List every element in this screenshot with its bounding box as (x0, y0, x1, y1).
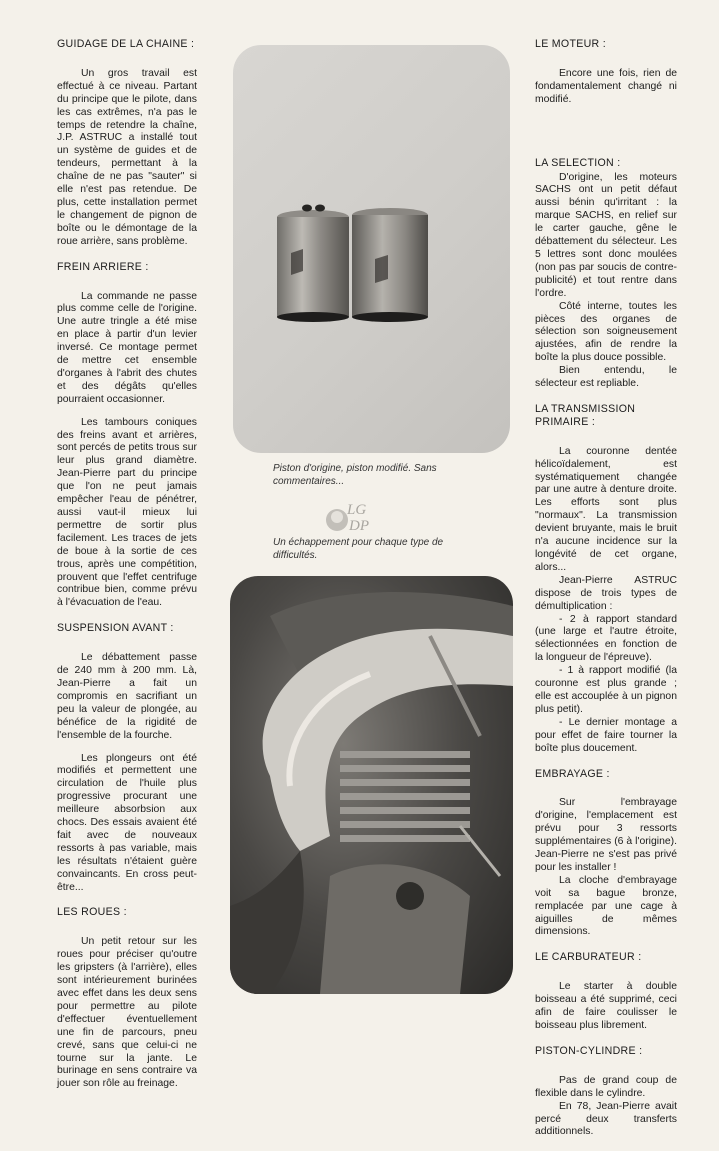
section-heading: LA SELECTION : (535, 156, 621, 169)
paragraph: Pas de grand coup de flexible dans le cylindre. (535, 1074, 677, 1099)
photo-caption-exhaust: Un échappement pour chaque type de difficultés. (273, 537, 444, 561)
section-heading: LA TRANSMISSION PRIMAIRE : (535, 402, 636, 428)
watermark-icon (325, 496, 371, 536)
paragraph: - 2 à rapport standard (une large et l'autre étroite, sélectionnées en fonction de la longueur de l'épreuve). (535, 613, 677, 664)
paragraph: En 78, Jean-Pierre avait percé deux transferts additionnels. (535, 1100, 677, 1138)
paragraph: Côté interne, toutes les pièces des organes de sélection son soigneusement ajustées, afin de rendre la boîte la plus douce possible. (535, 300, 677, 364)
paragraph: - 1 à rapport modifié (la couronne est plus grande ; elle est accouplée à un pignon plus petit). (535, 665, 677, 715)
section-embrayage (535, 768, 677, 940)
left-column (57, 38, 197, 1103)
section-heading: LE MOTEUR : (535, 38, 606, 50)
section-roues (57, 906, 197, 1091)
paragraph: La cloche d'embrayage voit sa bague bronze, remplacée par une cage à aiguilles de mêmes dimensions. (535, 874, 677, 938)
section-heading: PISTON-CYLINDRE : (535, 1044, 643, 1057)
paragraph: Le starter à double boisseau a été supprimé, ceci afin de faire coulisser le boisseau plus librement. (535, 981, 677, 1031)
paragraph: Un gros travail est effectué à ce niveau. Partant du principe que le pilote, dans les cas extrêmes, n'a pas le temps de retendre la chaîne, J.P. ASTRUC a installé tout un système de guides et de tendeurs, permettant à la chaîne de ne pas "sauter" si elle n'est pas retendue. De plus, cette installation permet le changement de pignon de boîte ou le démontage de la roue arrière, sans problème. (57, 67, 197, 247)
paragraph: Un petit retour sur les roues pour préciser qu'outre les gripsters (à l'arrière), elles sont intérieurement burinées avec effet dans les deux sens pour permettre au pilote d'effectuer éventuellement une fin de parcours, pneu crevé, sans que celui-ci ne tourne sur la jante. Le burinage en sens contraire va jouer son rôle au freinage. (57, 936, 197, 1090)
paragraph: La couronne dentée hélicoïdalement, est systématiquement changée par une autre à denture droite. Les efforts sont plus "normaux". La transmission devient bruyante, mais le bruit n'a aucune incidence sur la longévité de cet organe, alors... (535, 445, 677, 573)
exhaust-illustration (230, 576, 513, 994)
section-moteur (535, 38, 677, 107)
paragraph: Encore une fois, rien de fondamentalement changé ni modifié. (535, 67, 677, 105)
paragraph: Le débattement passe de 240 mm à 200 mm. Là, Jean-Pierre a fait un compromis en sacrifiant un peu la valeur de plongée, au bénéfice de la rigidité de l'ensemble de la fourche. (57, 652, 197, 741)
paragraph: Sur l'embrayage d'origine, l'emplacement est prévu pour 3 ressorts supplémentaires (6 à l'origine). Jean-Pierre ne s'est pas privé pour les installer ! (535, 797, 677, 873)
section-carburateur (535, 951, 677, 1033)
right-column (535, 38, 677, 1151)
paragraph: - Le dernier montage a pour effet de faire tourner la boîte plus doucement. (535, 716, 677, 754)
paragraph: Bien entendu, le sélecteur est repliable. (535, 365, 677, 390)
section-heading: LE CARBURATEUR : (535, 951, 642, 964)
section-piston-cylindre (535, 1045, 677, 1139)
section-heading: GUIDAGE DE LA CHAINE : (57, 38, 195, 50)
svg-text:LG: LG (347, 502, 367, 518)
paragraph: D'origine, les moteurs SACHS ont un petit défaut aussi bénin qu'irritant : la marque SACHS, en relief sur le carter gauche, gêne le débattement du sélecteur. Les 5 lettres sont donc moulées (non pas par soucis de contre-publicité) et tout rentre dans l'ordre. (535, 171, 677, 299)
section-heading: SUSPENSION AVANT : (57, 622, 174, 635)
paragraph: Jean-Pierre ASTRUC dispose de trois types de démultiplication : (535, 574, 677, 612)
svg-text:DP: DP (349, 518, 369, 534)
section-guidage (57, 38, 197, 249)
photo-caption-pistons: Piston d'origine, piston modifié. Sans commentaires... (273, 463, 437, 487)
section-suspension (57, 622, 197, 894)
piston-photo (233, 45, 510, 453)
paragraph: Les tambours coniques des freins avant et arrières, sont percés de petits trous sur leur plus grand diamètre. Jean-Pierre part du principe que l'on ne peut jamais empêcher l'eau de pénétrer, aussi vaut-il mieux lui permettre de sortir plus facilement. Les traces de jets de boue à la sortie de ces trous, après une compétition, prouvent que l'effet centrifuge contribue bien, comme prévu à l'évacuation de l'eau. (57, 416, 197, 609)
section-selection (535, 157, 677, 391)
section-heading: FREIN ARRIERE : (57, 260, 149, 273)
paragraph: Les plongeurs ont été modifiés et permettent une circulation de l'huile plus progressive procurant une meilleure absorbsion aux chocs. Des essais avaient été fait avec de nouveaux ressorts à pas variable, mais les résultats n'étaient guère convaincants. En cross peut-être... (57, 752, 197, 893)
section-transmission (535, 403, 677, 756)
exhaust-photo (230, 576, 513, 994)
section-heading: LES ROUES : (57, 906, 127, 919)
watermark-logo (325, 496, 371, 541)
section-heading: EMBRAYAGE : (535, 767, 610, 780)
paragraph: La commande ne passe plus comme celle de l'origine. Une autre tringle a été mise en place à partir d'un levier inversé. Ce montage permet de mettre cet ensemble d'organes à l'abrit des chutes et des dégâts qu'elles pourraient occasionner. (57, 290, 197, 405)
section-frein-arriere (57, 261, 197, 611)
piston-illustration (233, 45, 510, 453)
